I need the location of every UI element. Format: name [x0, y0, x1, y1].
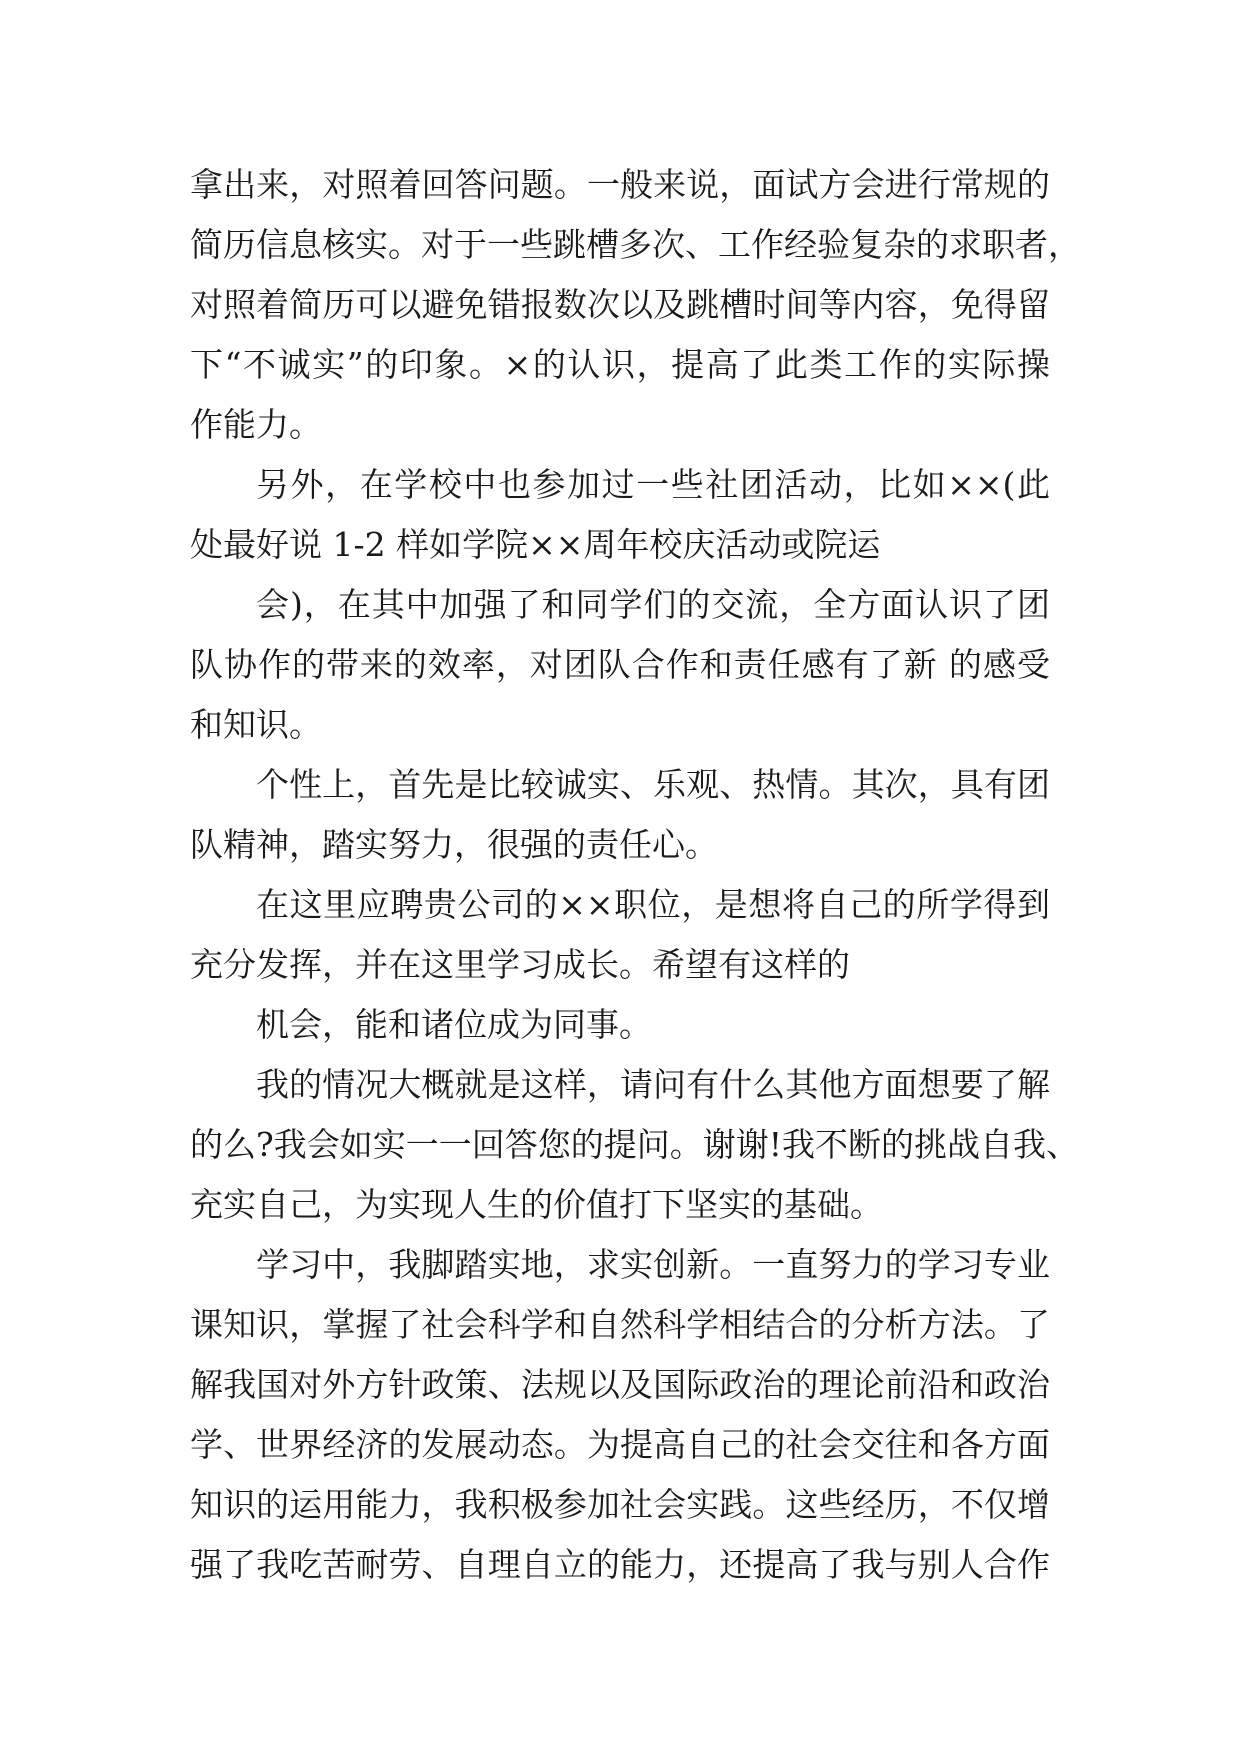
- text-line: 强了我吃苦耐劳、自理自立的能力，还提高了我与别人合作: [190, 1545, 1050, 1584]
- text-line: 和知识。: [190, 705, 322, 744]
- text-line: 的么?我会如实一一回答您的提问。谢谢!我不断的挑战自我、: [190, 1125, 1079, 1164]
- text-line: 会)，在其中加强了和同学们的交流，全方面认识了团: [256, 585, 1050, 624]
- text-line: 另外，在学校中也参加过一些社团活动，比如××(此: [256, 465, 1050, 504]
- text-line: 作能力。: [190, 405, 322, 444]
- text-line: 学、世界经济的发展动态。为提高自己的社会交往和各方面: [190, 1425, 1050, 1464]
- text-line: 课知识，掌握了社会科学和自然科学相结合的分析方法。了: [190, 1305, 1050, 1344]
- text-line: 学习中，我脚踏实地，求实创新。一直努力的学习专业: [256, 1245, 1050, 1284]
- text-line: 个性上，首先是比较诚实、乐观、热情。其次，具有团: [256, 765, 1050, 804]
- text-line: 知识的运用能力，我积极参加社会实践。这些经历，不仅增: [190, 1485, 1050, 1524]
- text-line: 机会，能和诸位成为同事。: [256, 1005, 652, 1044]
- text-line: 我的情况大概就是这样，请问有什么其他方面想要了解: [256, 1065, 1050, 1104]
- text-line: 充实自己，为实现人生的价值打下坚实的基础。: [190, 1185, 883, 1224]
- text-line: 拿出来，对照着回答问题。一般来说，面试方会进行常规的: [190, 165, 1050, 204]
- text-line: 队精神，踏实努力，很强的责任心。: [190, 825, 718, 864]
- text-line: 下“不诚实”的印象。×的认识，提高了此类工作的实际操: [190, 345, 1050, 384]
- text-line: 对照着简历可以避免错报数次以及跳槽时间等内容，免得留: [190, 285, 1050, 324]
- text-line: 在这里应聘贵公司的××职位，是想将自己的所学得到: [256, 885, 1050, 924]
- text-line: 解我国对外方针政策、法规以及国际政治的理论前沿和政治: [190, 1365, 1050, 1404]
- text-line: 充分发挥，并在这里学习成长。希望有这样的: [190, 945, 850, 984]
- text-line: 队协作的带来的效率，对团队合作和责任感有了新 的感受: [190, 645, 1050, 684]
- text-line: 处最好说 1-2 样如学院××周年校庆活动或院运: [190, 525, 881, 564]
- text-line: 简历信息核实。对于一些跳槽多次、工作经验复杂的求职者，: [190, 225, 1081, 264]
